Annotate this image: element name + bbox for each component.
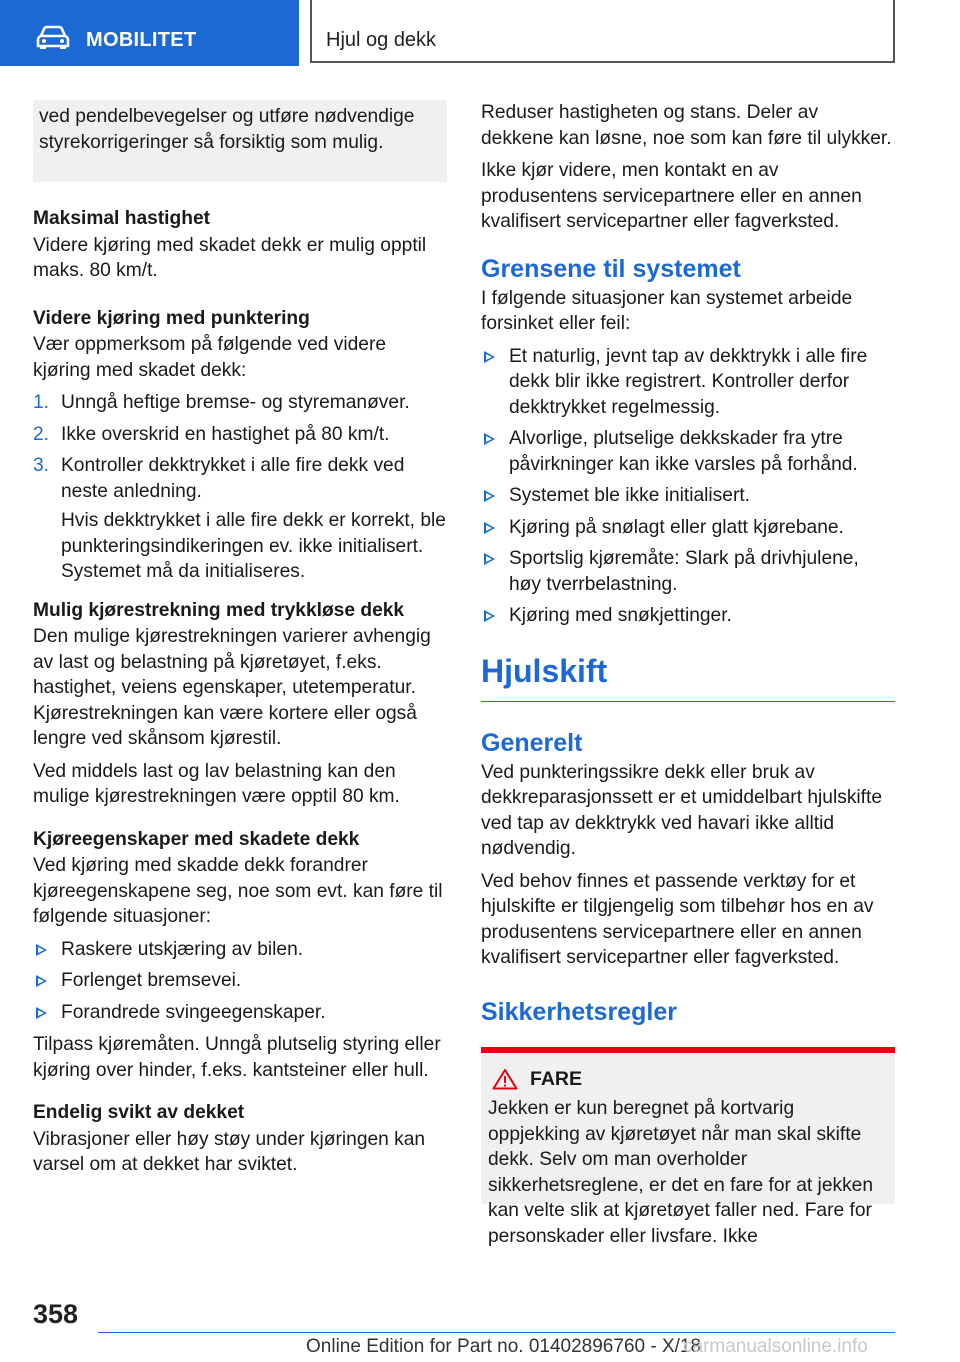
numbered-list (33, 390, 447, 585)
page-number: 358 (33, 1299, 79, 1329)
triangle-bullet-icon (484, 610, 495, 622)
list-item (33, 422, 447, 448)
paragraph: Vær oppmerksom på følgende ved videre kjøring med skadet dekk: (33, 334, 387, 381)
step-text: Ikke overskrid en hastighet på 80 km/t. (61, 423, 390, 445)
paragraph: Tilpass kjøremåten. Unngå plutselig styring eller kjøring over hinder, f.eks. kantsteiner eller hull. (33, 1034, 441, 1081)
list-item: Forlenget bremsevei. (33, 968, 447, 994)
paragraph: Ved middels last og lav belastning kan den mulige kjørestrekningen være opptil 80 km. (33, 760, 400, 807)
paragraph: Den mulige kjørestrekningen varierer avhengig av last og belastning på kjøretøyet, f.eks. hastighet, veiens egenskaper, utetemperatur. Kjørestrekningen kan være kortere eller også lengre ved skånsom kjørestil. (33, 626, 431, 749)
triangle-bullet-icon (484, 490, 495, 502)
box-text: ved pendelbevegelser og utføre nødvendige styrekorrigeringer så forsiktig som mulig. (39, 106, 415, 153)
warning-triangle-icon (492, 1068, 518, 1090)
edition-text: Online Edition for Part no. 01402896760 - X/18 (306, 1336, 702, 1357)
triangle-bullet-icon (484, 433, 495, 445)
subheading-range: Mulig kjørestrekning med trykkløse dekk (33, 599, 405, 621)
bullet-list (33, 937, 447, 1026)
warning-title: FARE (530, 1067, 583, 1090)
step-number: 2. (33, 423, 50, 445)
list-item: Alvorlige, plutselige dekkskader fra ytre påvirkninger kan ikke varsles på forhånd. (481, 426, 895, 477)
footer-divider (98, 1332, 895, 1333)
paragraph: Ved punkteringssikre dekk eller bruk av dekkreparasjonssett er et umiddelbart hjulskifte ved tap av dekktrykk ved havari ikke alltid nødvendig. (481, 761, 883, 859)
list-item: Forandrede svingeegenskaper. (33, 1000, 447, 1026)
subheading-continued-driving: Videre kjøring med punktering (33, 307, 310, 329)
paragraph: Ikke kjør videre, men kontakt en av produsentens servicepartnere eller en annen kvalifisert servicepartner eller fagverksted. (481, 160, 862, 232)
heading-system-limits: Grensene til systemet (481, 254, 741, 283)
paragraph: Videre kjøring med skadet dekk er mulig opptil maks. 80 km/t. (33, 234, 427, 281)
chapter-label: Hjul og dekk (326, 29, 437, 51)
list-item (33, 453, 447, 585)
bullet-list (481, 344, 895, 629)
triangle-bullet-icon (484, 351, 495, 363)
subheading-handling: Kjøreegenskaper med skadete dekk (33, 828, 360, 850)
triangle-bullet-icon (36, 944, 47, 956)
paragraph: Ved kjøring med skadde dekk forandrer kjøreegenskapene seg, noe som evt. kan føre til følgende situasjoner: (33, 855, 443, 927)
heading-wheel-change: Hjulskift (481, 651, 895, 702)
paragraph: Reduser hastigheten og stans. Deler av dekkene kan løsne, noe som kan føre til ulykker. (481, 102, 892, 149)
triangle-bullet-icon (36, 975, 47, 987)
triangle-bullet-icon (484, 522, 495, 534)
section-tab (0, 0, 299, 66)
step-text: Unngå heftige bremse- og styremanøver. (61, 392, 410, 413)
heading-safety-rules: Sikkerhetsregler (481, 997, 677, 1026)
danger-warning-box (481, 1047, 895, 1247)
paragraph: Ved behov finnes et passende verktøy for et hjulskifte er tilgjengelig som tilbehør hos en av produsentens servicepartnere eller en annen kvalifisert servicepartner eller fagverksted. (481, 870, 874, 968)
watermark: carmanualsonline.info (683, 1336, 868, 1357)
section-label: MOBILITET (86, 29, 197, 51)
list-item: Sportslig kjøremåte: Slark på drivhjulene, høy tverrbelastning. (481, 546, 895, 597)
warning-header (488, 1067, 888, 1093)
list-item: Systemet ble ikke initialisert. (481, 483, 895, 509)
paragraph: Vibrasjoner eller høy støy under kjøringen kan varsel om at dekket har sviktet. (33, 1128, 426, 1175)
subheading-tyre-failure: Endelig svikt av dekket (33, 1102, 245, 1123)
page-header (0, 0, 960, 66)
paragraph: I følgende situasjoner kan systemet arbeide forsinket eller feil: (481, 287, 853, 334)
heading-general: Generelt (481, 728, 583, 757)
step-number: 1. (33, 392, 50, 413)
left-column (33, 100, 447, 1185)
step-number: 3. (33, 455, 50, 476)
list-item: Et naturlig, jevnt tap av dekktrykk i alle fire dekk blir ikke registrert. Kontroller derfor dekktrykket regelmessig. (481, 344, 895, 421)
chapter-tab (310, 0, 895, 63)
triangle-bullet-icon (36, 1007, 47, 1019)
right-column (481, 100, 895, 1247)
subheading-max-speed: Maksimal hastighet (33, 208, 211, 229)
list-item: Kjøring med snøkjettinger. (481, 603, 895, 629)
list-item: Raskere utskjæring av bilen. (33, 937, 447, 963)
car-icon (36, 26, 70, 50)
list-item: Kjøring på snølagt eller glatt kjørebane. (481, 515, 895, 541)
step-extra: Hvis dekktrykket i alle fire dekk er korrekt, ble punkteringsindikeringen ev. ikke initialisert. Systemet må da initialiseres. (61, 510, 446, 582)
step-text: Kontroller dekktrykket i alle fire dekk ved neste anledning. (61, 455, 405, 502)
triangle-bullet-icon (484, 553, 495, 565)
continued-note-box (33, 100, 447, 182)
list-item (33, 390, 447, 416)
warning-text: Jekken er kun beregnet på kortvarig oppjekking av kjøretøyet når man skal skifte dekk. Selv om man overholder sikkerhetsreglene, er det en fare for at jekken kan velte slik at kjøretøyet faller ned. Fare for personskader eller livsfare. Ikke (488, 1098, 874, 1247)
